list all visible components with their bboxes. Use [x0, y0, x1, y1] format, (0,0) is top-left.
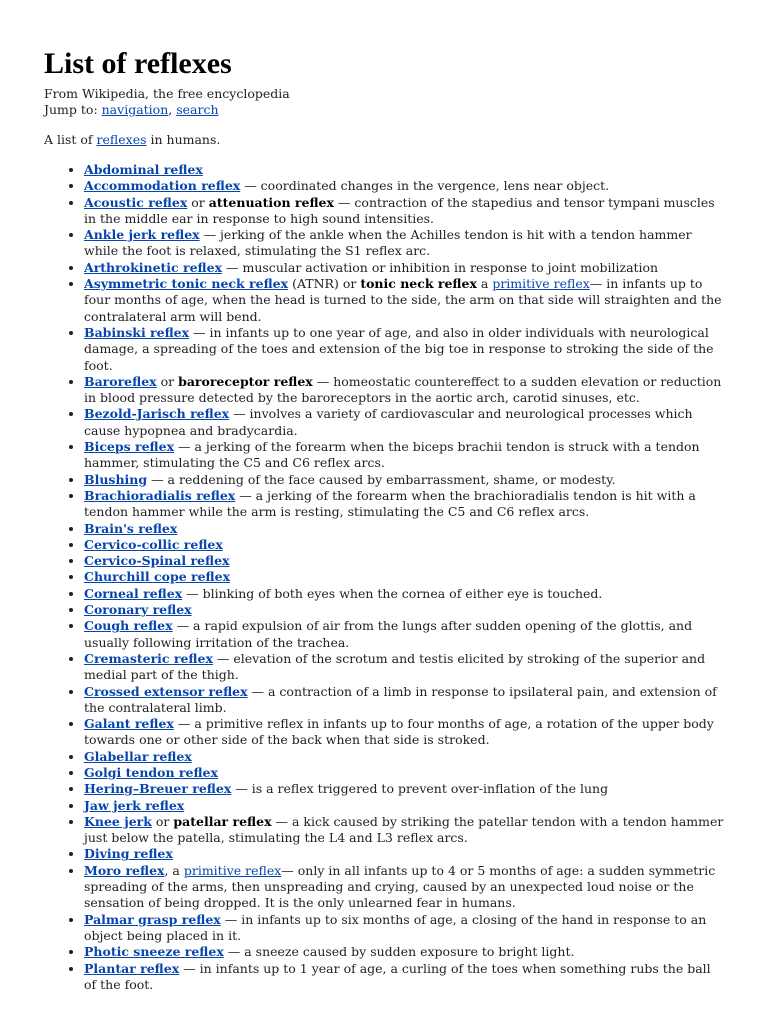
list-item: [84, 439, 724, 472]
list-item: [84, 553, 724, 569]
list-item: [84, 961, 724, 994]
list-item: [84, 749, 724, 765]
reflex-title-link[interactable]: Moro reflex: [84, 862, 165, 878]
description-text: — in infants up to one year of age, and also in older individuals with neurological damage, a spreading of the toes and extension of the big toe in response to stroking the side of the foot.: [84, 324, 714, 373]
description-text: — elevation of the scrotum and testis elicited by stroking of the superior and medial part of the thigh.: [84, 650, 706, 683]
list-item: [84, 162, 724, 178]
list-item: [84, 569, 724, 585]
list-item: [84, 863, 724, 912]
description-text: — in infants up to four months of age, when the head is turned to the side, the arm on that side will straighten and the contralateral arm will bend.: [84, 276, 722, 324]
reflex-title-link[interactable]: Crossed extensor reflex: [84, 683, 248, 699]
reflex-title-link[interactable]: Galant reflex: [84, 716, 174, 732]
page-title: List of reflexes: [44, 47, 232, 80]
reflex-title-link[interactable]: Cervico-Spinal reflex: [84, 553, 230, 569]
intro-paragraph: [44, 132, 724, 148]
description-text: — only in all infants up to 4 or 5 months of age: a sudden symmetric spreading of the arms, then unspreading and crying, caused by an unexpected loud noise or the sensation of being dropped. It is the only unlearned fear in humans.: [84, 862, 716, 911]
description-text: — involves a variety of cardiovascular and neurological processes which cause hypopnea and bradycardia.: [84, 406, 693, 438]
description-text: — blinking of both eyes when the cornea of either eye is touched.: [182, 585, 603, 601]
reflex-title-link[interactable]: Churchill cope reflex: [84, 569, 231, 585]
list-item: [84, 195, 724, 228]
alternate-name: patellar reflex: [173, 813, 272, 829]
site-subtitle: From Wikipedia, the free encyclopedia: [44, 86, 290, 101]
description-text: , a: [164, 862, 184, 878]
description-text: — muscular activation or inhibition in response to joint mobilization: [222, 259, 659, 275]
list-item: [84, 276, 724, 325]
list-item: [84, 374, 724, 407]
intro-pre: A list of: [44, 132, 97, 147]
reflex-title-link[interactable]: Plantar reflex: [84, 960, 180, 976]
list-item: [84, 651, 724, 684]
description-text: — homeostatic countereffect to a sudden elevation or reduction in blood pressure detected by the baroreceptors in the aortic arch, carotid sinuses, etc.: [84, 373, 722, 406]
alternate-name: tonic neck reflex: [360, 276, 477, 292]
reflex-title-link[interactable]: Jaw jerk reflex: [84, 797, 185, 813]
list-item: [84, 325, 724, 374]
description-text: — a contraction of a limb in response to ipsilateral pain, and extension of the contralateral limb.: [84, 683, 717, 715]
description-text: — a sneeze caused by sudden exposure to bright light.: [223, 944, 575, 960]
list-item: [84, 602, 724, 618]
reflex-title-link[interactable]: Glabellar reflex: [84, 748, 192, 764]
list-item: [84, 798, 724, 814]
description-text: — a jerking of the forearm when the biceps brachii tendon is struck with a tendon hammer, stimulating the C5 and C6 reflex arcs.: [84, 439, 700, 471]
reflex-title-link[interactable]: Hering–Breuer reflex: [84, 781, 232, 797]
description-text: — in infants up to six months of age, a closing of the hand in response to an object being placed in it.: [84, 911, 707, 943]
reflex-title-link[interactable]: Babinski reflex: [84, 324, 190, 340]
jump-prefix: Jump to:: [44, 102, 102, 117]
jump-search-link[interactable]: search: [176, 102, 219, 117]
description-text: — a rapid expulsion of air from the lungs after sudden opening of the glottis, and usually following irritation of the trachea.: [84, 618, 693, 650]
intro-post: in humans.: [146, 132, 221, 147]
reflex-title-link[interactable]: Cervico-collic reflex: [84, 536, 223, 552]
reflex-title-link[interactable]: Palmar grasp reflex: [84, 911, 221, 927]
reflex-title-link[interactable]: Baroreflex: [84, 373, 157, 389]
reflex-title-link[interactable]: Cremasteric reflex: [84, 650, 213, 666]
description-text: — coordinated changes in the vergence, lens near object.: [240, 178, 610, 194]
list-item: [84, 178, 724, 194]
reflex-title-link[interactable]: Diving reflex: [84, 846, 173, 862]
jump-separator: ,: [168, 102, 177, 117]
list-item: [84, 814, 724, 847]
reflex-title-link[interactable]: Brachioradialis reflex: [84, 487, 236, 503]
list-item: [84, 521, 724, 537]
description-text: (ATNR) or: [288, 276, 361, 292]
description-text: — contraction of the stapedius and tensor tympani muscles in the middle ear in response to high sound intensities.: [84, 194, 715, 226]
list-item: [84, 765, 724, 781]
list-item: [84, 260, 724, 276]
list-item: [84, 537, 724, 553]
list-item: [84, 781, 724, 797]
reflex-title-link[interactable]: Corneal reflex: [84, 585, 183, 601]
list-item: [84, 912, 724, 945]
jump-links: [44, 102, 724, 118]
alternate-name: attenuation reflex: [208, 194, 334, 210]
list-item: [84, 472, 724, 488]
reflex-title-link[interactable]: Coronary reflex: [84, 602, 192, 618]
list-item: [84, 944, 724, 960]
reflex-list: [44, 162, 724, 993]
description-text: or: [187, 194, 209, 210]
reflex-title-link[interactable]: Knee jerk: [84, 813, 152, 829]
description-text: — in infants up to 1 year of age, a curling of the toes when something rubs the ball of the foot.: [84, 960, 711, 992]
reflex-title-link[interactable]: Asymmetric tonic neck reflex: [84, 276, 289, 292]
list-item: [84, 227, 724, 260]
reflex-title-link[interactable]: Brain's reflex: [84, 520, 178, 536]
description-text: — a jerking of the forearm when the brachioradialis tendon is hit with a tendon hammer while the arm is resting, stimulating the C5 and C6 reflex arcs.: [84, 487, 696, 520]
jump-navigation-link[interactable]: navigation: [101, 102, 169, 117]
reflexes-link[interactable]: reflexes: [96, 132, 147, 147]
description-text: — is a reflex triggered to prevent over-inflation of the lung: [231, 781, 609, 797]
reflex-title-link[interactable]: Blushing: [84, 471, 148, 487]
reflex-title-link[interactable]: Accommodation reflex: [84, 178, 241, 194]
list-item: [84, 406, 724, 439]
list-item: [84, 684, 724, 717]
reflex-title-link[interactable]: Golgi tendon reflex: [84, 764, 218, 780]
reflex-title-link[interactable]: Photic sneeze reflex: [84, 944, 224, 960]
description-text: — jerking of the ankle when the Achilles tendon is hit with a tendon hammer while the foot is relaxed, stimulating the S1 reflex arc.: [84, 227, 692, 259]
list-item: [84, 716, 724, 749]
reflex-title-link[interactable]: Biceps reflex: [84, 439, 175, 455]
reflex-title-link[interactable]: Cough reflex: [84, 618, 173, 634]
reflex-title-link[interactable]: Ankle jerk reflex: [84, 227, 200, 243]
list-item: [84, 618, 724, 651]
list-item: [84, 586, 724, 602]
list-item: [84, 846, 724, 862]
reflex-title-link[interactable]: Arthrokinetic reflex: [84, 259, 223, 275]
reflex-title-link[interactable]: Abdominal reflex: [84, 162, 203, 177]
reflex-title-link[interactable]: Acoustic reflex: [84, 194, 188, 210]
description-text: — a kick caused by striking the patellar tendon with a tendon hammer just below the patella, stimulating the L4 and L3 reflex arcs.: [84, 813, 724, 846]
primitive-reflex-link[interactable]: primitive reflex: [183, 862, 282, 878]
description-text: — a reddening of the face caused by embarrassment, shame, or modesty.: [147, 471, 616, 487]
description-text: or: [156, 373, 179, 389]
primitive-reflex-link[interactable]: primitive reflex: [492, 276, 590, 292]
description-text: a: [476, 276, 493, 292]
description-text: — a primitive reflex in infants up to four months of age, a rotation of the upper body towards one or other side of the back when that side is stroked.: [84, 716, 714, 748]
alternate-name: baroreceptor reflex: [178, 373, 313, 389]
list-item: [84, 488, 724, 521]
description-text: or: [151, 813, 174, 829]
reflex-title-link[interactable]: Bezold-Jarisch reflex: [84, 406, 230, 422]
